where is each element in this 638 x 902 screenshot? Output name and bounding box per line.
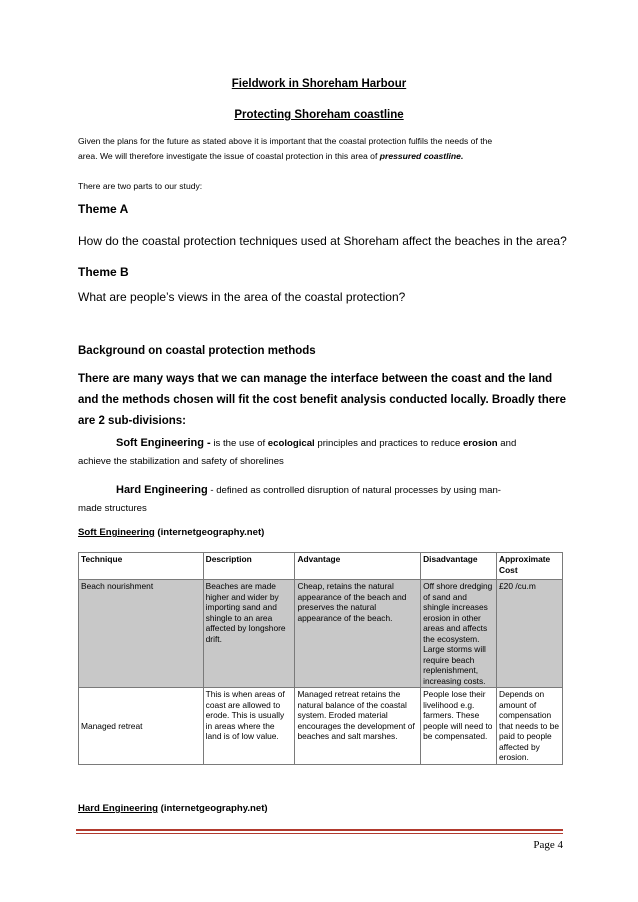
- cell-description: This is when areas of coast are allowed to erode. This is usually in areas where the land is of low value.: [203, 688, 295, 765]
- soft-term: Soft Engineering -: [116, 437, 211, 449]
- intro-line-1: Given the plans for the future as stated above it is important that the coastal protection fulfils the needs of the: [78, 136, 493, 146]
- theme-a-title: Theme A: [78, 202, 129, 216]
- cell-cost: Depends on amount of compensation that needs to be paid to people affected by erosion.: [497, 688, 563, 765]
- cell-advantage: Cheap, retains the natural appearance of the beach and preserves the natural appearance of the beach.: [295, 580, 421, 688]
- header-advantage: Advantage: [295, 553, 421, 580]
- table-header-row: [79, 553, 563, 580]
- table-row: [79, 580, 563, 688]
- theme-b-question: What are people’s views in the area of the coastal protection?: [78, 290, 406, 304]
- page-subtitle: Protecting Shoreham coastline: [234, 109, 404, 121]
- footer-rule: [76, 829, 563, 831]
- cell-cost: £20 /cu.m: [497, 580, 563, 688]
- cell-technique: Managed retreat: [79, 688, 204, 765]
- header-cost: Approximate Cost: [497, 553, 563, 580]
- theme-a-question: How do the coastal protection techniques used at Shoreham affect the beaches in the area?: [78, 234, 567, 248]
- background-line-3: are 2 sub-divisions:: [78, 415, 187, 427]
- background-line-2: and the methods chosen will fit the cost benefit analysis conducted locally. Broadly there: [78, 394, 566, 406]
- soft-engineering-definition: Soft Engineering - is the use of ecological principles and practices to reduce erosion and achieve the stabilization and safety of shorelines: [78, 437, 517, 467]
- cell-disadvantage: People lose their livelihood e.g. farmers. These people will need to be compensated.: [421, 688, 497, 765]
- intro-emphasis: pressured coastline.: [379, 151, 464, 161]
- header-description: Description: [203, 553, 295, 580]
- soft-engineering-table: [78, 552, 563, 765]
- intro-line-2: area. We will therefore investigate the issue of coastal protection in this area of pressured coastline.: [78, 151, 464, 161]
- parts-line: There are two parts to our study:: [78, 181, 203, 191]
- page-title: Fieldwork in Shoreham Harbour: [231, 78, 407, 90]
- soft-section-heading: Soft Engineering (internetgeography.net): [78, 527, 265, 538]
- header-technique: Technique: [79, 553, 204, 580]
- footer-rule-thin: [76, 833, 563, 834]
- hard-term: Hard Engineering: [116, 484, 208, 496]
- table-row: [79, 688, 563, 765]
- intro-paragraph: [78, 134, 492, 164]
- cell-advantage: Managed retreat retains the natural balance of the coastal system. Eroded material encourages the development of beaches and salt marshes.: [295, 688, 421, 765]
- header-disadvantage: Disadvantage: [421, 553, 497, 580]
- background-line-1: There are many ways that we can manage the interface between the coast and the land: [78, 373, 553, 385]
- hard-engineering-definition: Hard Engineering - defined as controlled disruption of natural processes by using man- made structures: [78, 484, 501, 514]
- cell-disadvantage: Off shore dredging of sand and shingle increases erosion in other areas and affects the ecosystem. Large storms will require beach replenishment, increasing costs.: [421, 580, 497, 688]
- background-paragraph: [78, 369, 566, 432]
- background-heading: Background on coastal protection methods: [78, 345, 316, 357]
- theme-b-title: Theme B: [78, 265, 129, 279]
- cell-description: Beaches are made higher and wider by importing sand and shingle to an area affected by longshore drift.: [203, 580, 295, 688]
- cell-technique: Beach nourishment: [79, 580, 204, 688]
- hard-section-heading: Hard Engineering (internetgeography.net): [78, 803, 268, 814]
- page-number: Page 4: [533, 839, 563, 851]
